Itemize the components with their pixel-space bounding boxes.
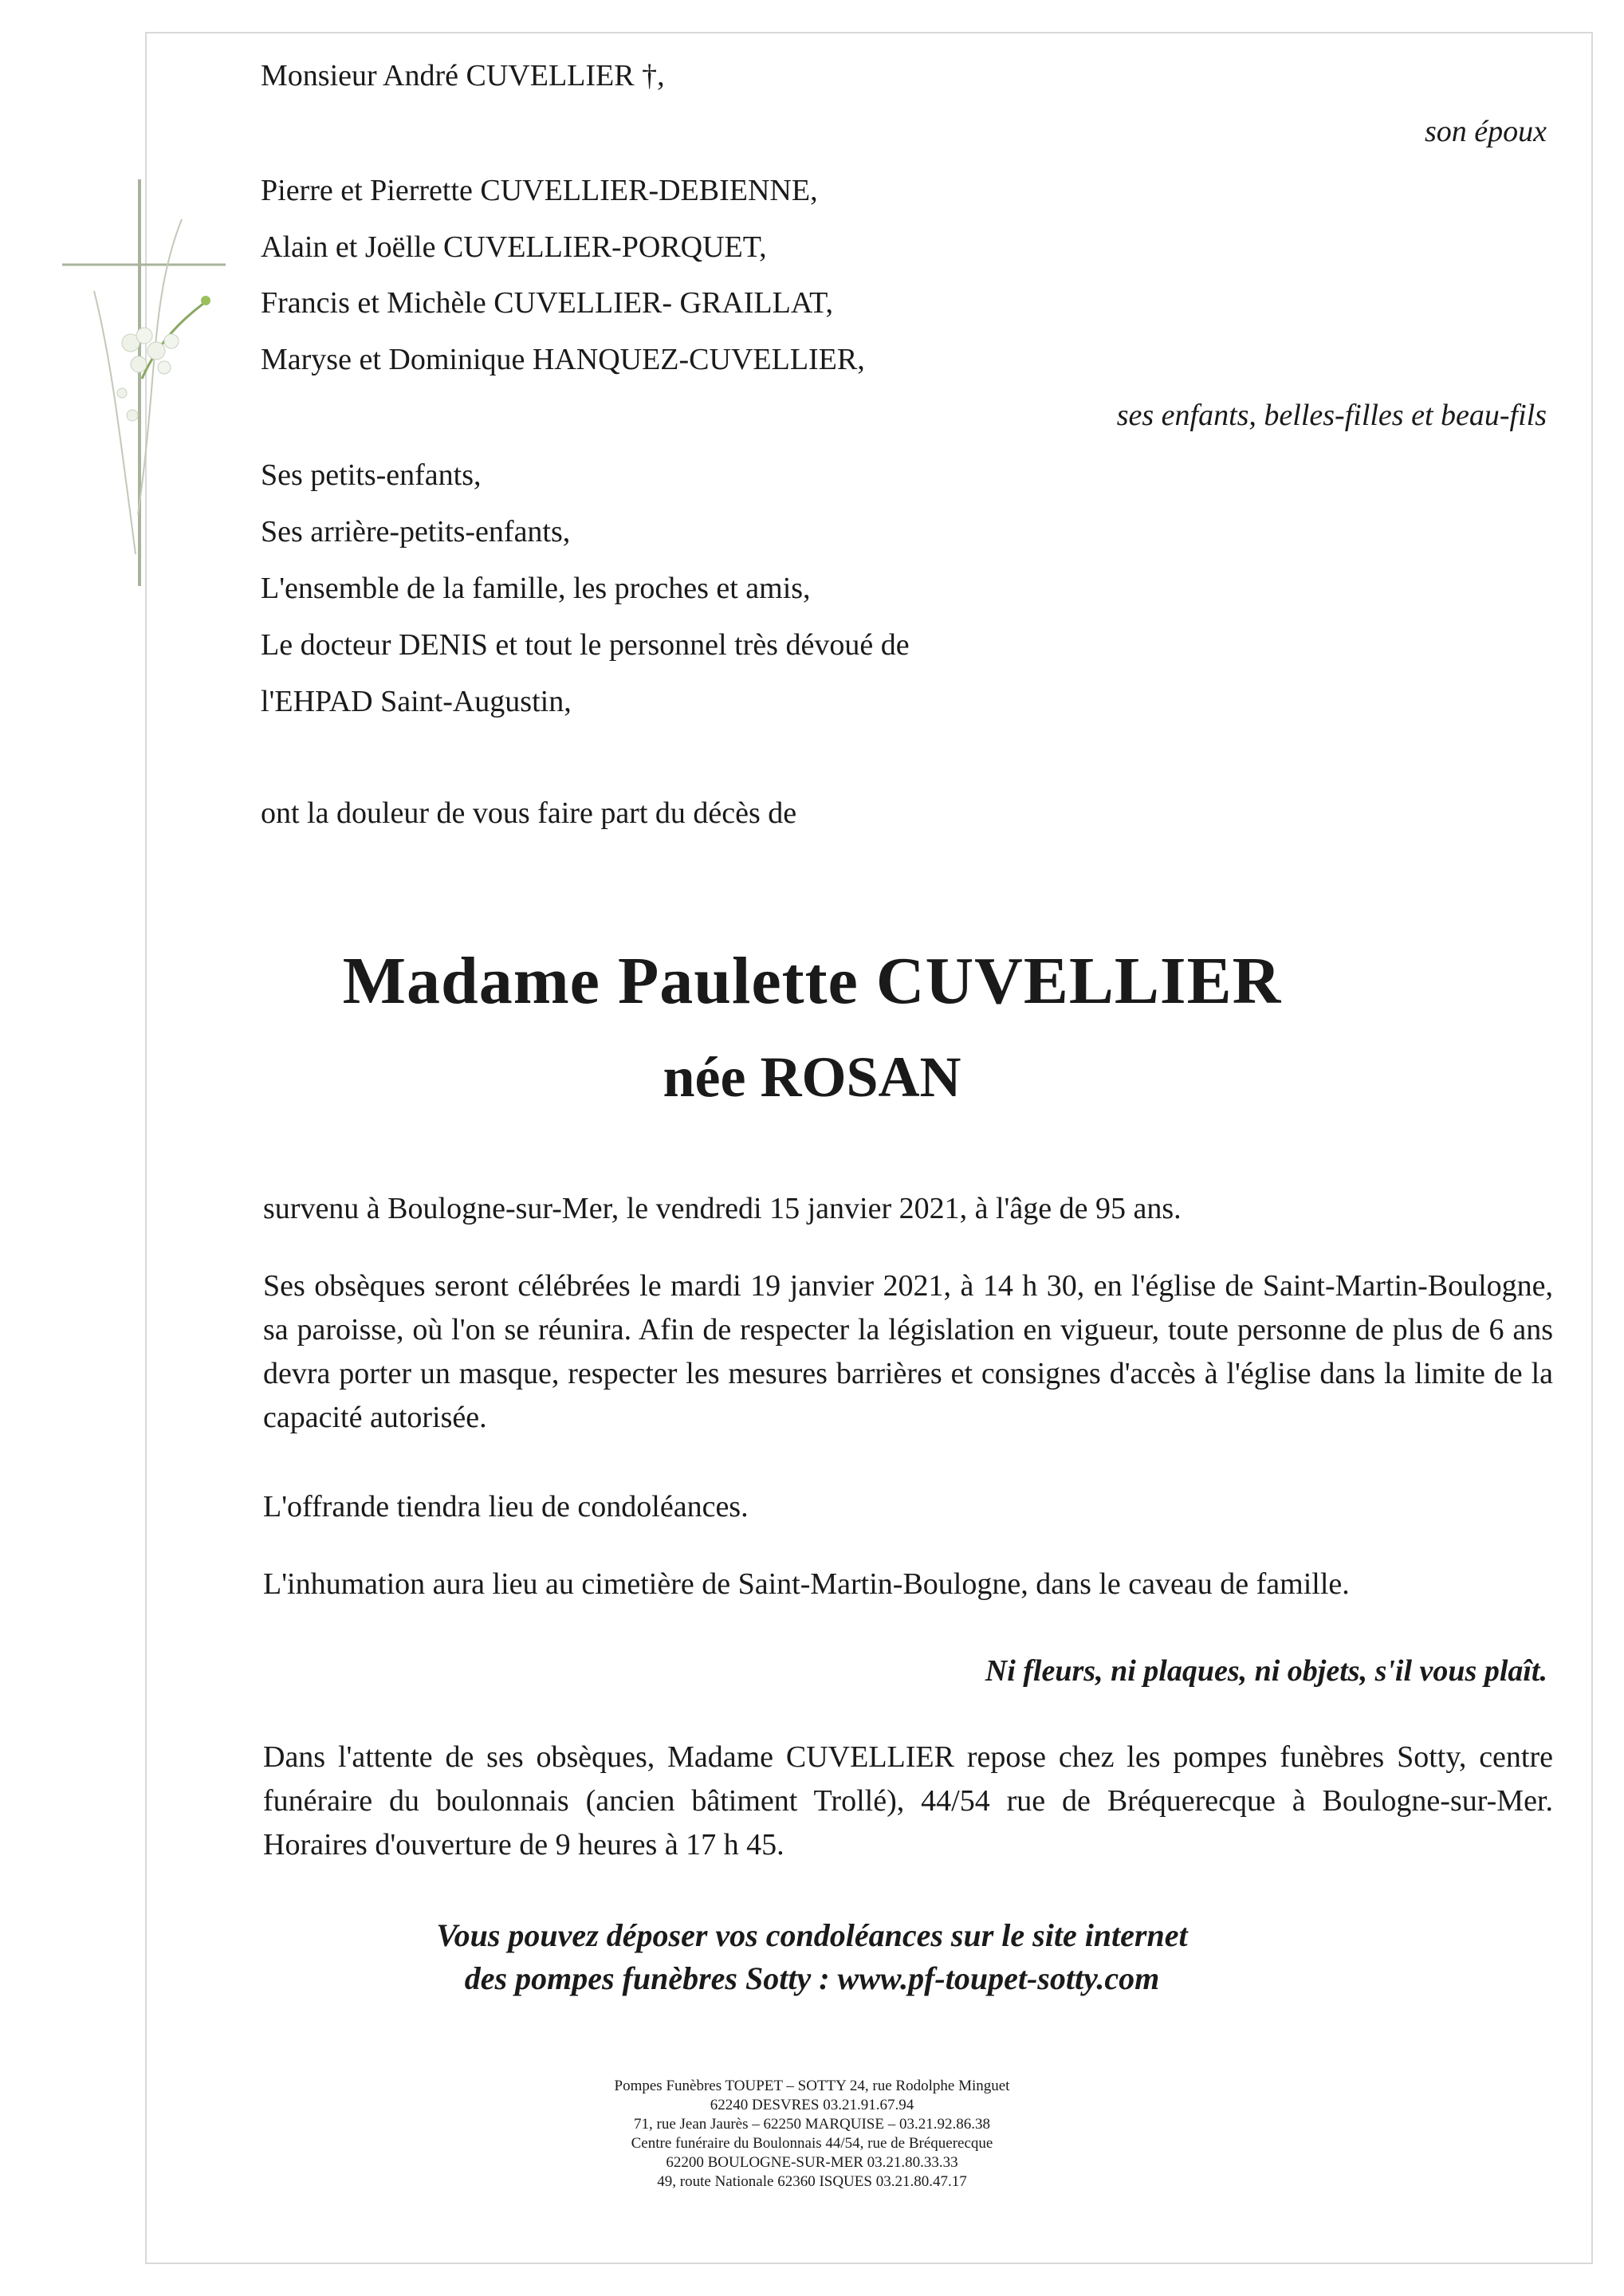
footer-line-4: Centre funéraire du Boulonnais 44/54, rue de Bréquerecque: [631, 2135, 993, 2152]
footer-line-5: 62200 BOULOGNE-SUR-MER 03.21.80.33.33: [666, 2154, 958, 2171]
footer-line-6: 49, route Nationale 62360 ISQUES 03.21.80.47.17: [657, 2173, 967, 2190]
relatives-line-1: Ses petits-enfants,: [261, 458, 482, 492]
child-line-1: Pierre et Pierrette CUVELLIER-DEBIENNE,: [261, 174, 818, 207]
cross-flower-decoration: [62, 179, 230, 594]
announcement: ont la douleur de vous faire part du décès de: [261, 796, 797, 830]
deceased-name: Madame Paulette CUVELLIER: [342, 944, 1282, 1018]
child-line-4: Maryse et Dominique HANQUEZ-CUVELLIER,: [261, 343, 865, 376]
offering-line: L'offrande tiendra lieu de condoléances.: [263, 1490, 749, 1523]
footer-line-3: 71, rue Jean Jaurès – 62250 MARQUISE – 03.21.92.86.38: [634, 2116, 990, 2133]
relatives-line-2: Ses arrière-petits-enfants,: [261, 515, 571, 548]
relatives-line-4: Le docteur DENIS et tout le personnel très dévoué de: [261, 628, 910, 662]
funeral-home-footer: [0, 2077, 1624, 2192]
condolences-line-1: Vous pouvez déposer vos condoléances sur le site internet: [436, 1917, 1188, 1953]
death-details: survenu à Boulogne-sur-Mer, le vendredi 15 janvier 2021, à l'âge de 95 ans.: [263, 1192, 1182, 1225]
footer-line-2: 62240 DESVRES 03.21.91.67.94: [710, 2097, 914, 2113]
footer-line-1: Pompes Funèbres TOUPET – SOTTY 24, rue Rodolphe Minguet: [614, 2078, 1010, 2094]
maiden-name: née ROSAN: [663, 1045, 961, 1109]
burial-line: L'inhumation aura lieu au cimetière de Saint-Martin-Boulogne, dans le caveau de famille.: [263, 1567, 1350, 1601]
child-line-3: Francis et Michèle CUVELLIER- GRAILLAT,: [261, 286, 833, 320]
condolences-line-2[interactable]: des pompes funèbres Sotty : www.pf-toupet-sotty.com: [464, 1960, 1160, 1996]
funeral-paragraph: Ses obsèques seront célébrées le mardi 19 janvier 2021, à 14 h 30, en l'église de Saint-Martin-Boulogne, sa paroisse, où l'on se réunira. Afin de respecter la législation en vigueur, toute personne de plus de 6 ans devra porter un masque, respecter les mesures barrières et consignes d'accès à l'église dans la limite de la capacité autorisée.: [263, 1269, 1553, 1434]
spouse-role: son époux: [1424, 115, 1547, 148]
repose-paragraph: Dans l'attente de ses obsèques, Madame CUVELLIER repose chez les pompes funèbres Sotty, centre funéraire du boulonnais (ancien bâtiment Trollé), 44/54 rue de Bréquerecque à Boulogne-sur-Mer. Horaires d'ouverture de 9 heures à 17 h 45.: [263, 1740, 1553, 1862]
no-flowers-notice: Ni fleurs, ni plaques, ni objets, s'il vous plaît.: [985, 1654, 1547, 1688]
spouse-line: Monsieur André CUVELLIER †,: [261, 59, 665, 92]
children-role: ses enfants, belles-filles et beau-fils: [1116, 399, 1547, 432]
child-line-2: Alain et Joëlle CUVELLIER-PORQUET,: [261, 230, 767, 264]
relatives-line-3: L'ensemble de la famille, les proches et amis,: [261, 572, 811, 605]
relatives-line-5: l'EHPAD Saint-Augustin,: [261, 685, 572, 718]
condolences-notice: [0, 1914, 1624, 2000]
